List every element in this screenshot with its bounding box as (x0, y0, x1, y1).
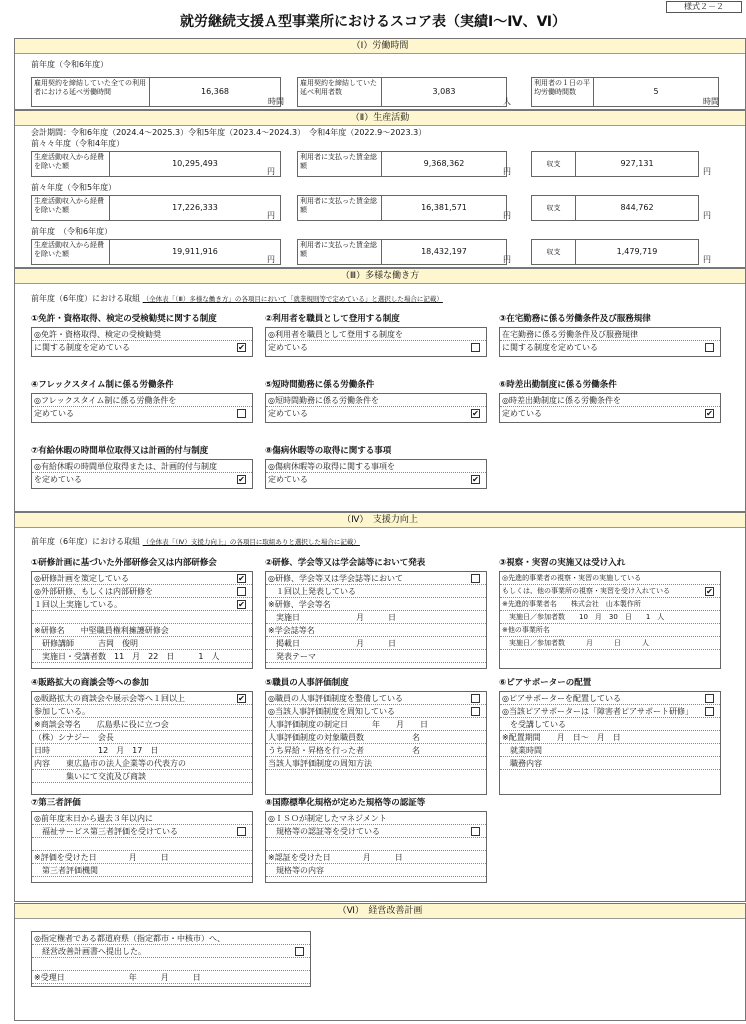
item-line: に関する制度を定めている (502, 343, 598, 352)
item-title: ③視察・実習の実施又は受け入れ (499, 558, 626, 568)
unit-label: 円 (703, 211, 711, 220)
plan-line: ◎指定権者である都道府県（指定都市・中核市）へ、 (32, 932, 310, 945)
item-line: ◎当該ピアサポーターは「障害者ピアサポート研修」 (500, 705, 720, 718)
item-line: ◎時差出勤制度に係る労働条件を (500, 394, 720, 407)
avg-hours-cell (531, 77, 719, 107)
item-line: 人事評価制度の制定日 年 月 日 (266, 718, 486, 731)
item-line: ◎ＩＳＯが制定したマネジメント (266, 812, 486, 825)
item-line: 実施日 月 日 (266, 611, 486, 624)
plan-checkbox[interactable] (295, 947, 304, 956)
plan-line (32, 958, 310, 971)
item-line: 研修講師 吉岡 俊明 (32, 637, 252, 650)
income-value: 17,226,333 (172, 203, 218, 212)
unit-label: 円 (503, 255, 511, 264)
plan-line: ※受理日 年 月 日 (32, 971, 310, 984)
item-line: ※研修、学会等名 (266, 598, 486, 611)
item-line: 集いにて交流及び商談 (32, 770, 252, 783)
item-line: 規格等の認証等を受けている (266, 825, 486, 838)
item-checkbox[interactable]: ✔ (472, 475, 479, 484)
item-checkbox[interactable] (237, 827, 246, 836)
balance-value: 844,762 (620, 203, 654, 212)
item-line: ◎短時間勤務に係る労働条件を (266, 394, 486, 407)
item-line: もしくは、他の事業所の視察・実習を受け入れている (500, 585, 720, 598)
item-title: ①研修計画に基づいた外部研修会又は内部研修会 (31, 558, 217, 568)
item-checkbox[interactable] (237, 409, 246, 418)
wage-cell (297, 239, 507, 265)
balance-cell (531, 151, 699, 177)
section-production (14, 110, 746, 268)
income-value: 19,911,916 (172, 247, 218, 256)
cell-label: 雇用契約を締結していた延べ利用者数 (298, 78, 382, 106)
item-title: ⑥ピアサポーターの配置 (499, 678, 592, 688)
item-checkbox[interactable] (471, 694, 480, 703)
item-line: 職務内容 (500, 757, 720, 770)
income-cell (31, 151, 281, 177)
intro-text: 前年度（6年度）における取組 (31, 294, 141, 303)
item-line: ◎外部研修、もしくは内部研修を (32, 585, 252, 598)
item-line (32, 838, 252, 851)
item-box (265, 459, 487, 489)
item-title: ⑤短時間勤務に係る労働条件 (265, 380, 375, 390)
item-line: 当該人事評価制度の周知方法 (266, 757, 486, 770)
income-value: 10,295,493 (172, 159, 218, 168)
unit-label: 円 (703, 167, 711, 176)
item-line: 第三者評価機関 (32, 864, 252, 877)
page-title: 就労継続支援Ａ型事業所におけるスコア表（実績Ⅰ～Ⅳ、Ⅵ） (180, 14, 566, 30)
item-box (499, 571, 721, 669)
unit-label: 円 (267, 211, 275, 220)
item-checkbox[interactable] (705, 707, 714, 716)
item-line: ※評価を受けた日 月 日 (32, 851, 252, 864)
item-title: ①免許・資格取得、検定の受検勧奨に関する制度 (31, 314, 217, 324)
item-line: 内容 東広島市の法人企業等の代表方の (32, 757, 252, 770)
item-line: 実施日／参加者数 月 日 人 (500, 637, 720, 650)
intro-text: 前年度（6年度）における取組 (31, 537, 141, 546)
item-box (31, 459, 253, 489)
item-line (32, 611, 252, 624)
item-box (31, 691, 253, 795)
item-line: ※学会誌等名 (266, 624, 486, 637)
cell-label: 利用者に支払った賃金総額 (298, 196, 382, 220)
plan-line: 経営改善計画書へ提出した。 (32, 945, 310, 958)
income-cell (31, 195, 281, 221)
unit-label: 時間 (268, 97, 284, 106)
wage-cell (297, 195, 507, 221)
balance-value: 1,479,719 (616, 247, 658, 256)
section-header: （Ⅵ） 経営改善計画 (15, 904, 745, 919)
plan-box (31, 931, 311, 987)
item-checkbox[interactable] (471, 707, 480, 716)
item-box (265, 327, 487, 357)
cell-label: 生産活動収入から経費を除いた額 (32, 240, 110, 264)
unit-label: 円 (503, 211, 511, 220)
item-line: 定めている (268, 409, 308, 418)
section-management-plan (14, 903, 746, 1021)
item-line: ◎傷病休暇等の取得に関する事項を (266, 460, 486, 473)
year-title: 前々年度（令和5年度） (31, 183, 117, 192)
item-line: ◎フレックスタイム制に係る労働条件を (32, 394, 252, 407)
balance-cell (531, 195, 699, 221)
item-line: 就業時間 (500, 744, 720, 757)
item-box (499, 327, 721, 357)
item-checkbox[interactable] (237, 587, 246, 596)
unit-label: 円 (267, 167, 275, 176)
item-line: 定めている (268, 343, 308, 352)
item-line: 実施日・受講者数 11 月 22 日 1 人 (32, 650, 252, 663)
section-header: （Ⅳ） 支援力向上 (15, 513, 745, 528)
item-line: 規格等の内容 (266, 864, 486, 877)
cell-label: 利用者の１日の平均労働時間数 (532, 78, 594, 106)
item-checkbox[interactable]: ✔ (472, 409, 479, 418)
item-line: ◎職員の人事評価制度を整備している (266, 692, 486, 705)
item-checkbox[interactable] (471, 574, 480, 583)
item-checkbox[interactable] (471, 343, 480, 352)
item-line: ◎研修計画を策定している (32, 572, 252, 585)
item-line: 定めている (502, 409, 542, 418)
item-line: １回以上実施している。 (32, 598, 252, 611)
item-line: 掲載日 月 日 (266, 637, 486, 650)
item-line (266, 838, 486, 851)
item-line: ◎販路拡大の商談会や展示会等へ１回以上 (32, 692, 252, 705)
item-title: ⑧傷病休暇等の取得に関する事項 (265, 446, 392, 456)
year-title: 前年度 （令和6年度） (31, 227, 113, 236)
section-header: （Ⅱ）生産活動 (15, 111, 745, 126)
item-line: ◎先進的事業者の視察・実習の実施している (500, 572, 720, 585)
item-checkbox[interactable]: ✔ (238, 475, 245, 484)
item-line: ◎研修、学会等又は学会誌等において (266, 572, 486, 585)
intro-note: （全体表「（Ⅲ）多様な働き方」の各項目において「就業規則等で定めている」と選択した場合に記載） (142, 295, 443, 303)
unit-label: 人 (503, 97, 511, 106)
item-checkbox[interactable] (471, 827, 480, 836)
item-title: ⑤職員の人事評価制度 (265, 678, 349, 688)
section-header: （Ⅲ）多様な働き方 (15, 269, 745, 284)
item-title: ⑧国際標準化規格が定めた規格等の認証等 (265, 798, 426, 808)
item-title: ④販路拡大の商談会等への参加 (31, 678, 149, 688)
item-checkbox[interactable]: ✔ (706, 587, 713, 596)
item-box (499, 393, 721, 423)
wage-value: 9,368,362 (423, 159, 465, 168)
item-box (265, 393, 487, 423)
item-checkbox[interactable]: ✔ (238, 574, 245, 583)
cell-label: 収支 (532, 196, 576, 220)
form-number-tag: 様式２－２ (666, 1, 742, 13)
item-line: 人事評価制度の対象職員数 名 (266, 731, 486, 744)
wage-value: 16,381,571 (421, 203, 467, 212)
intro-note: （全体表「（Ⅳ）支援力向上」の各項目に取組ありと選択した場合に記載） (142, 538, 360, 546)
unit-label: 円 (503, 167, 511, 176)
item-line: ※研修名 中堅職員権利擁護研修会 (32, 624, 252, 637)
item-box (31, 327, 253, 357)
period-label: 前年度（令和6年度） (31, 60, 109, 69)
item-checkbox[interactable]: ✔ (238, 343, 245, 352)
item-line: ◎利用者を職員として登用する制度を (266, 328, 486, 341)
item-line: 定めている (268, 475, 308, 484)
item-title: ⑥時差出勤制度に係る労働条件 (499, 380, 617, 390)
section-labor-hours (14, 38, 746, 110)
unit-label: 円 (267, 255, 275, 264)
item-line: ◎ピアサポーターを配置している (500, 692, 720, 705)
item-box (265, 571, 487, 669)
item-checkbox[interactable]: ✔ (238, 600, 245, 609)
accounting-period: 会計期間：令和6年度（2024.4～2025.3）令和5年度（2023.4～2024.3） 令和4年度（2022.9～2023.3） (31, 128, 427, 137)
item-line: 発表テーマ (266, 650, 486, 663)
labor-hours-cell (31, 77, 281, 107)
item-box (499, 691, 721, 795)
item-line: に関する制度を定めている (34, 343, 130, 352)
cell-label: 利用者に支払った賃金総額 (298, 152, 382, 176)
item-box (31, 811, 253, 883)
item-line: 福祉サービス第三者評価を受けている (32, 825, 252, 838)
item-line: 定めている (34, 409, 74, 418)
balance-value: 927,131 (620, 159, 654, 168)
item-checkbox[interactable]: ✔ (706, 409, 713, 418)
cell-label: 生産活動収入から経費を除いた額 (32, 152, 110, 176)
item-checkbox[interactable]: ✔ (238, 694, 245, 703)
cell-value: 5 (653, 87, 659, 96)
item-line: を受講している (500, 718, 720, 731)
cell-label: 収支 (532, 240, 576, 264)
item-line: ※認証を受けた日 月 日 (266, 851, 486, 864)
item-box (265, 691, 487, 795)
unit-label: 時間 (703, 97, 719, 106)
cell-label: 収支 (532, 152, 576, 176)
section-support-capacity (14, 512, 746, 902)
year-title: 前々々年度（令和4年度） (31, 139, 125, 148)
item-title: ②研修、学会等又は学会誌等において発表 (265, 558, 426, 568)
cell-value: 16,368 (201, 87, 229, 96)
item-line: ※先進的事業者名 株式会社 山本製作所 (500, 598, 720, 611)
balance-cell (531, 239, 699, 265)
item-line: ※配置期間 月 日～ 月 日 (500, 731, 720, 744)
item-line: ◎有給休暇の時間単位取得または、計画的付与制度 (32, 460, 252, 473)
item-title: ④フレックスタイム制に係る労働条件 (31, 380, 174, 390)
item-title: ③在宅勤務に係る労働条件及び服務規律 (499, 314, 651, 324)
cell-value: 3,083 (432, 87, 456, 96)
user-count-cell (297, 77, 507, 107)
item-line: 日時 12 月 17 日 (32, 744, 252, 757)
item-box (265, 811, 487, 883)
income-cell (31, 239, 281, 265)
item-box (31, 571, 253, 669)
wage-cell (297, 151, 507, 177)
item-checkbox[interactable] (705, 343, 714, 352)
item-checkbox[interactable] (705, 694, 714, 703)
item-line: 参加している。 (32, 705, 252, 718)
item-title: ⑦有給休暇の時間単位取得又は計画的付与制度 (31, 446, 209, 456)
item-title: ②利用者を職員として登用する制度 (265, 314, 400, 324)
section-header: （Ⅰ）労働時間 (15, 39, 745, 54)
section-diverse-work (14, 268, 746, 512)
item-line: ◎前年度末日から過去３年以内に (32, 812, 252, 825)
item-line: を定めている (34, 475, 82, 484)
item-line: ※商談会等名 広島県に役に立つ会 (32, 718, 252, 731)
item-line: ◎免許・資格取得、検定の受検勧奨 (32, 328, 252, 341)
item-title: ⑦第三者評価 (31, 798, 81, 808)
item-line: 実施日／参加者数 10 月 30 日 1 人 (500, 611, 720, 624)
item-line: うち昇給・昇格を行った者 名 (266, 744, 486, 757)
unit-label: 円 (703, 255, 711, 264)
item-line: ◎当該人事評価制度を周知している (266, 705, 486, 718)
cell-label: 利用者に支払った賃金総額 (298, 240, 382, 264)
item-line: 在宅勤務に係る労働条件及び服務規律 (500, 328, 720, 341)
cell-label: 雇用契約を締結していた全ての利用者における延べ労働時間 (32, 78, 150, 106)
item-line: １回以上発表している (266, 585, 486, 598)
item-line: ※他の事業所名 (500, 624, 720, 637)
cell-label: 生産活動収入から経費を除いた額 (32, 196, 110, 220)
item-line: （株）シナジー 会長 (32, 731, 252, 744)
item-box (31, 393, 253, 423)
wage-value: 18,432,197 (421, 247, 467, 256)
